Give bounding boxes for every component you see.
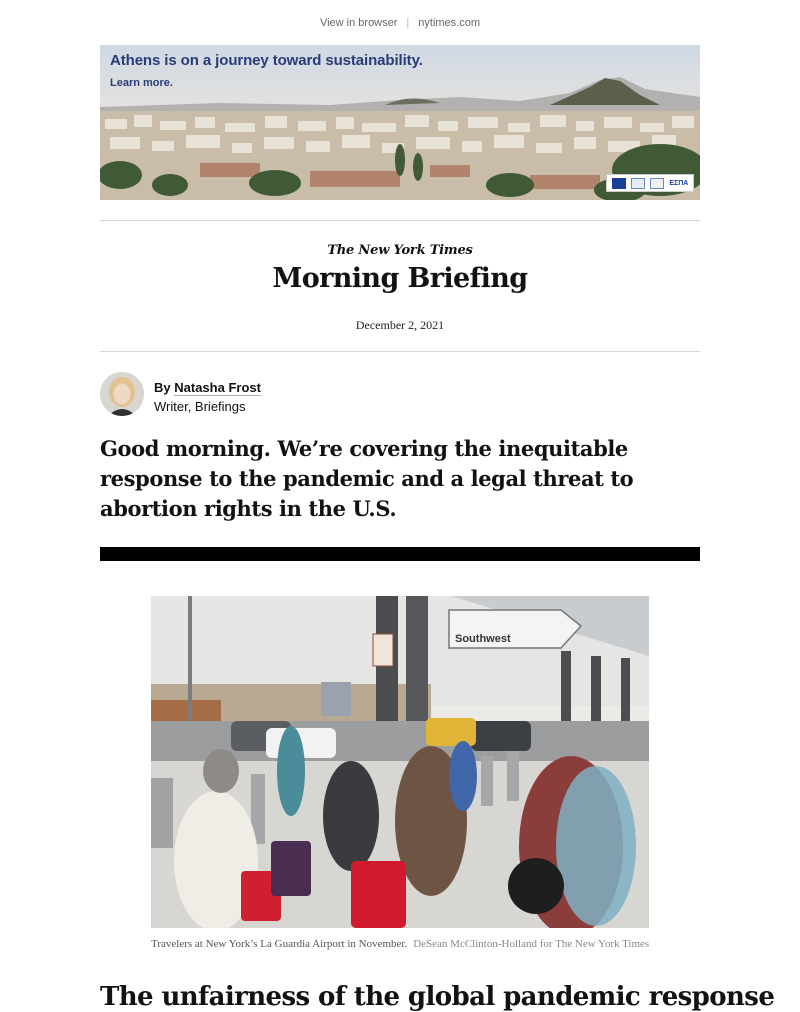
top-links-separator: | [406,17,410,29]
banner-headline[interactable]: Athens is on a journey toward sustainability. [110,52,423,69]
divider [100,220,700,221]
program-logo-icon [631,178,645,189]
divider [100,351,700,352]
caption-text: Travelers at New York’s La Guardia Airport in November. [151,938,408,950]
section-bar [100,547,700,561]
issue-date: December 2, 2021 [355,318,445,332]
ad-banner[interactable] [100,45,700,200]
airport-photo-illustration [151,596,649,928]
byline-prefix: By [154,380,171,395]
view-in-browser-link[interactable]: View in browser [319,17,398,29]
eu-flag-icon [612,178,626,189]
nytimes-link[interactable]: nytimes.com [418,17,481,29]
author-role: Writer, Briefings [154,399,246,414]
newsletter-title: Morning Briefing [272,263,528,294]
top-links [0,17,800,29]
author-name-link[interactable]: Natasha Frost [174,380,261,395]
eu-funding-logos [606,174,694,192]
ministry-logo-icon [650,178,664,189]
learn-more-link[interactable]: Learn more. [110,77,173,89]
intro-paragraph: Good morning. We’re covering the inequitable response to the pandemic and a legal threat to abortion rights in the U.S. [100,436,634,521]
byline [154,380,261,395]
southwest-sign: Southwest [455,633,511,645]
author-avatar [100,372,144,416]
story-headline[interactable]: The unfairness of the global pandemic response [100,982,775,1012]
photo-caption [151,937,651,951]
lead-photo[interactable] [151,596,649,928]
photo-credit: DeSean McClinton-Holland for The New York Times [413,938,650,950]
espa-logo: ΕΣΠΑ [669,179,689,187]
nyt-logo: The New York Times [327,243,473,258]
